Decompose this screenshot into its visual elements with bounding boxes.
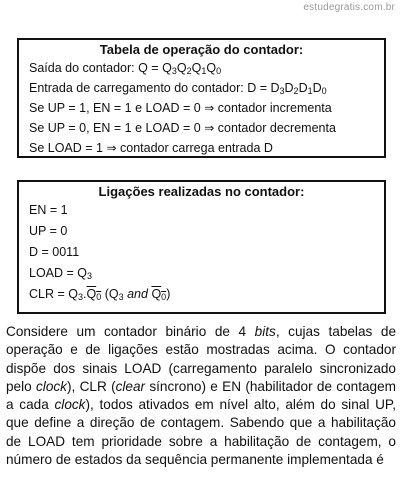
load-input-line: Entrada de carregamento do contador: $D = D_3D_2D_1D_0$ (29, 81, 327, 96)
connections-table (17, 180, 386, 314)
up-connection: UP = 0 (29, 224, 68, 238)
decrement-rule: Se UP = 0, EN = 1 e LOAD = 0 ⇒ contador decrementa (29, 121, 336, 135)
d-connection: D = 0011 (29, 245, 80, 259)
en-connection: EN = 1 (29, 203, 68, 217)
question-paragraph: Considere um contador binário de 4 bits, cujas tabelas de operação e de ligações estão mostradas acima. O contador dispõe dos sinais LOAD (carregamento paralelo sincronizado pelo clock), CLR (clear síncrono) e EN (habilitador de contagem a cada clock), todos ativados em nível alto, além do sinal UP, que define a direção de contagem. Sabendo que a habilitação de LOAD tem prioridade sobre a habilitação de contagem, o número de estados da sequência permanente implementada é (6, 324, 397, 468)
watermark: estudegratis.com.br (303, 2, 395, 13)
implies-arrow-icon: ⇒ (106, 141, 117, 155)
operation-table (17, 38, 386, 158)
counter-output-line: Saída do contador: $Q = Q_3Q_2Q_1Q_0$ (29, 61, 222, 76)
clr-connection: CLR = $Q_3.Q_0$ ($Q_3$ and $Q_0$) (29, 287, 171, 302)
connections-table-title: Ligações realizadas no contador: (98, 184, 305, 199)
load-connection: LOAD = $Q_3$ (29, 266, 93, 281)
implies-arrow-icon: ⇒ (204, 101, 215, 115)
implies-arrow-icon: ⇒ (204, 121, 215, 135)
increment-rule: Se UP = 1, EN = 1 e LOAD = 0 ⇒ contador incrementa (29, 101, 332, 115)
operation-table-title: Tabela de operação do contador: (99, 42, 304, 57)
load-rule: Se LOAD = 1 ⇒ contador carrega entrada D (29, 141, 273, 155)
